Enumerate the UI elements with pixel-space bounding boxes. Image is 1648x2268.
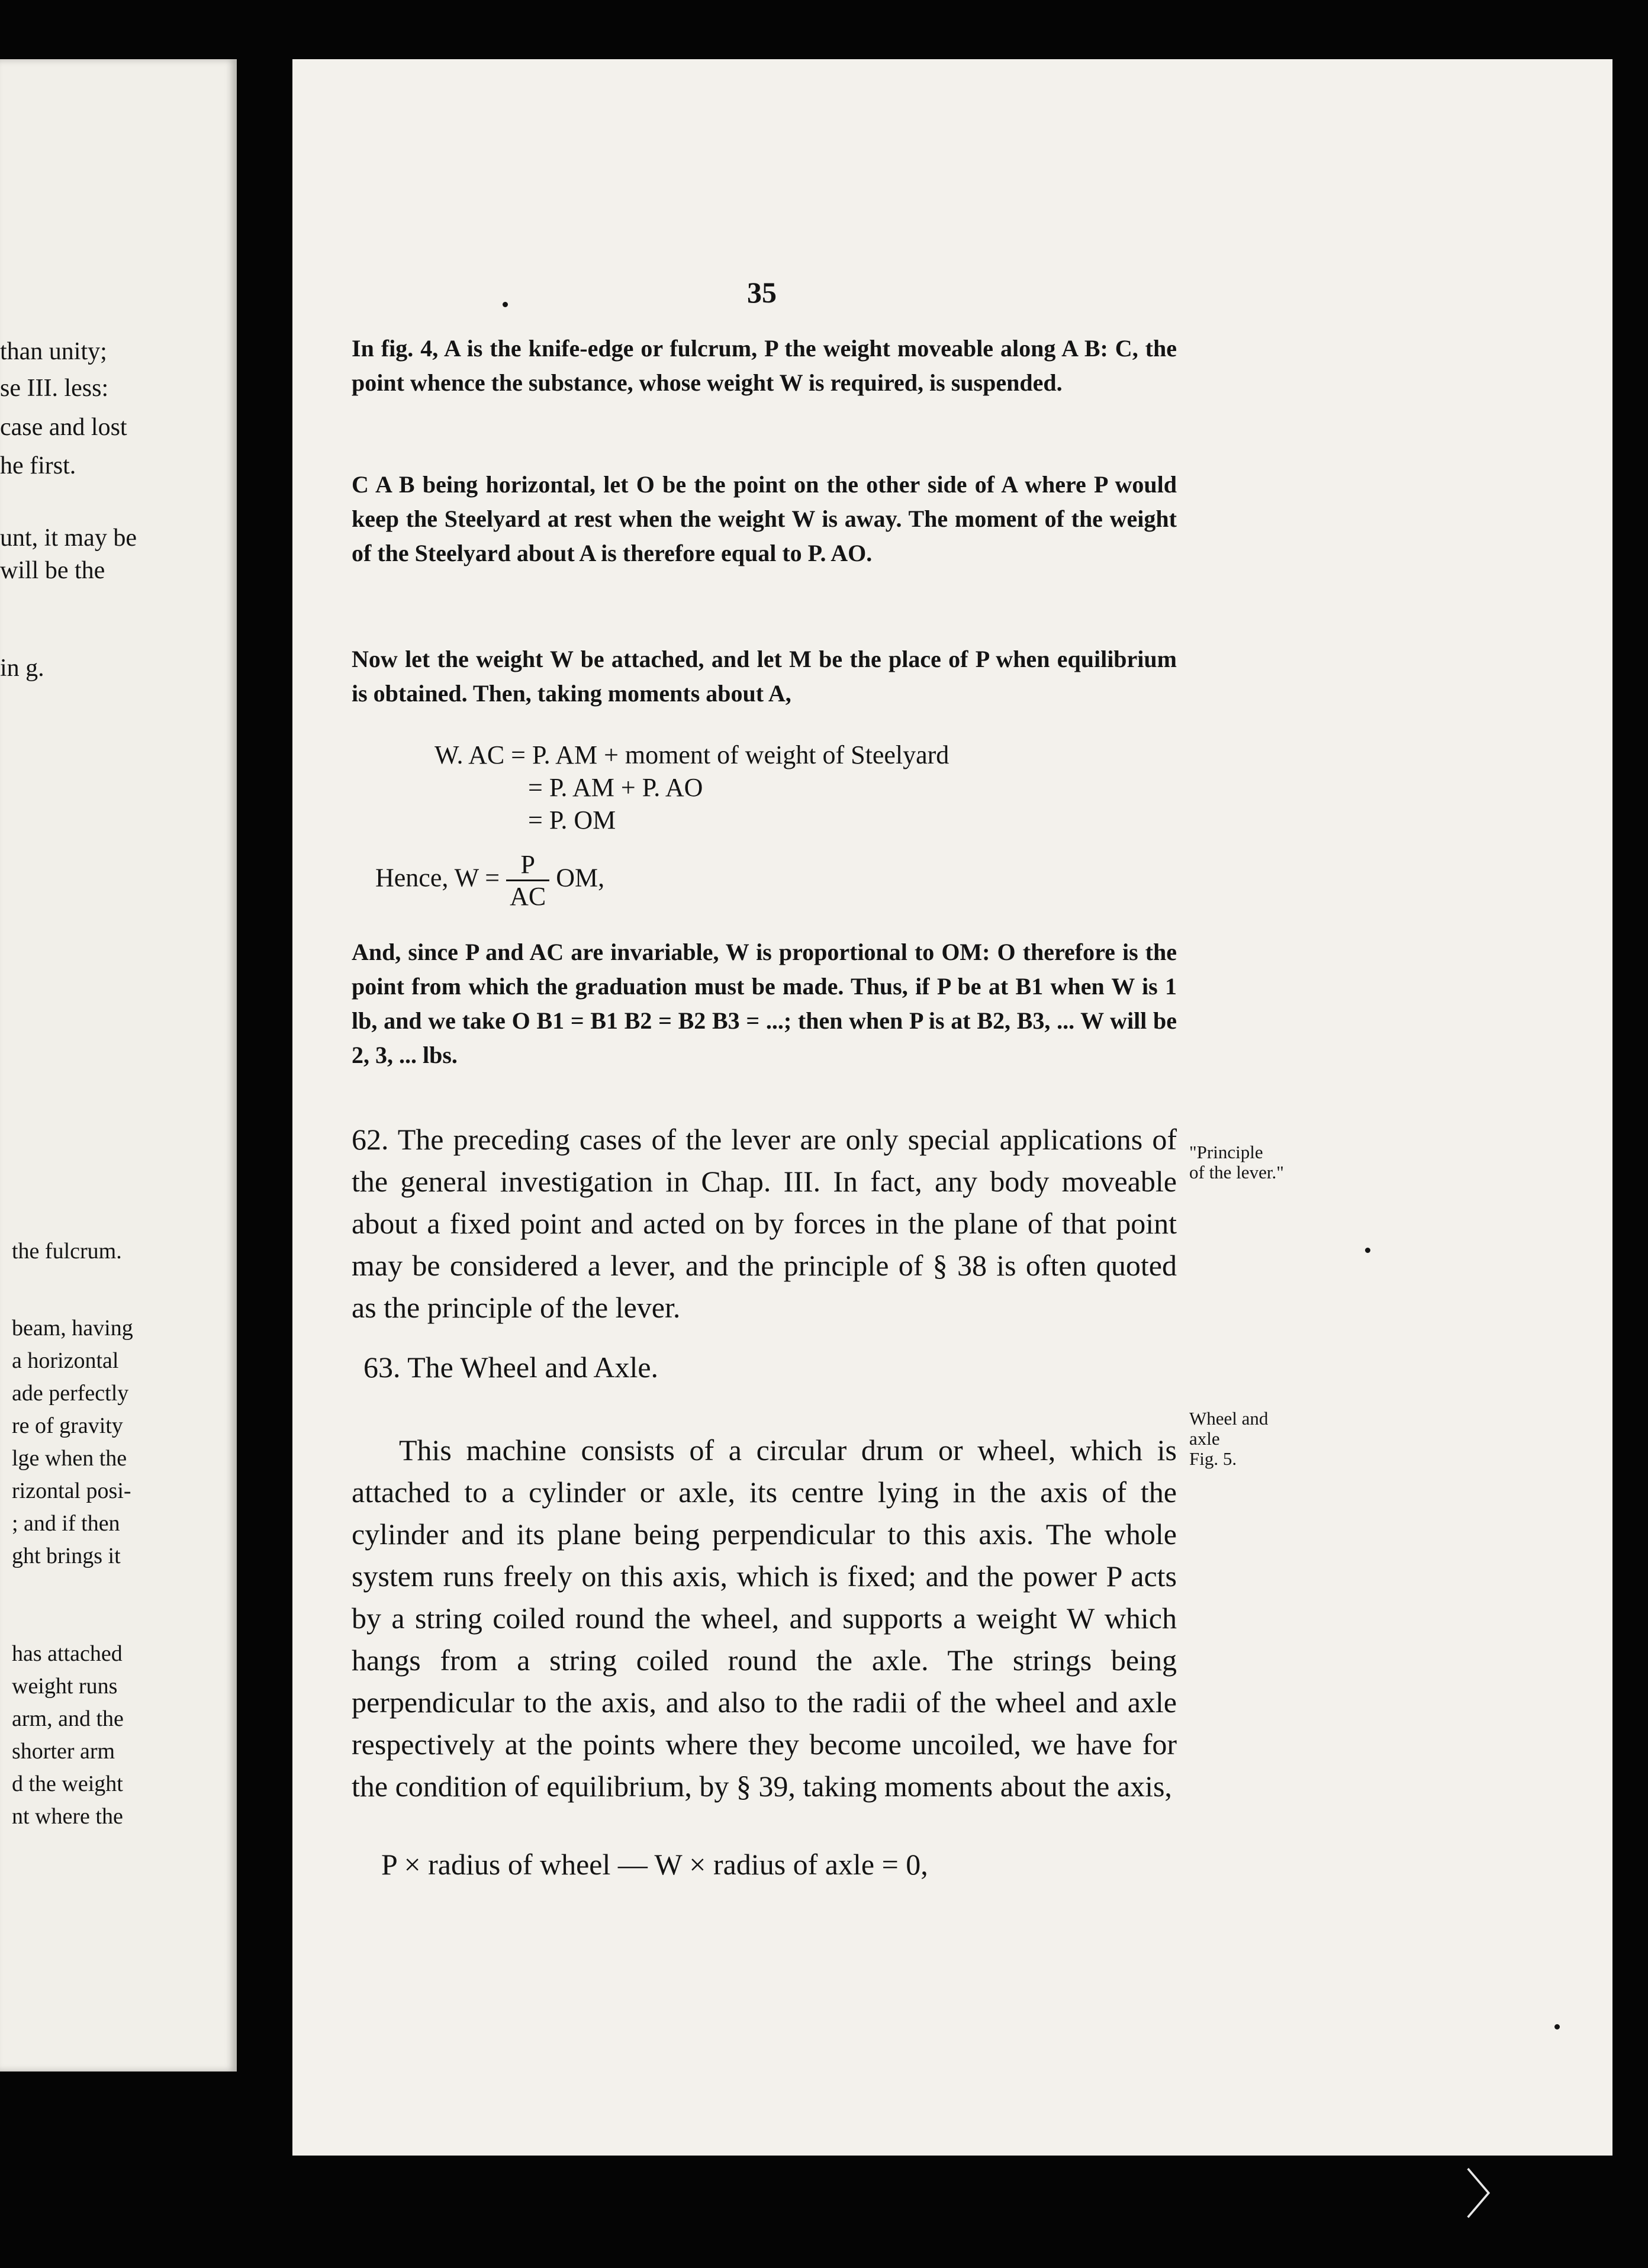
left-page-line: d the weight xyxy=(12,1771,123,1796)
fraction-p-over-ac xyxy=(506,849,549,911)
left-page-line: arm, and the xyxy=(12,1706,124,1731)
margin-note-lever-line-1: "Principle xyxy=(1189,1142,1263,1162)
left-page-line: than unity; xyxy=(0,338,107,365)
left-page-line: will be the xyxy=(0,557,105,584)
ink-speck xyxy=(1365,1248,1370,1253)
left-page-line: case and lost xyxy=(0,414,127,441)
page-number: 35 xyxy=(747,276,777,309)
margin-note-wheel-line-3: Fig. 5. xyxy=(1189,1448,1237,1469)
left-page-fragment xyxy=(0,59,237,2072)
margin-note-wheel-line-2: axle xyxy=(1189,1428,1220,1449)
margin-note-wheel-line-1: Wheel and xyxy=(1189,1408,1269,1429)
equation-hence-prefix: Hence, W = xyxy=(375,863,500,893)
paragraph-63: This machine consists of a circular drum or wheel, which is attached to a cylinder or axle, its centre lying in the axis of the cylinder and its plane being perpendicular to this axis. The whole system runs freely on this axis, which is fixed; and the power P acts by a string coiled round the wheel, and supports a weight W which hangs from a string coiled round the axle. The strings being perpendicular to the axis, and also to the radii of the wheel and axle respectively at the points where they become uncoiled, we have for the condition of equilibrium, by § 39, taking moments about the axis, xyxy=(352,1433,1177,1803)
left-page-line: ade perfectly xyxy=(12,1381,129,1406)
left-page-line: lge when the xyxy=(12,1446,127,1471)
paragraph-steelyard-2: C A B being horizontal, let O be the point on the other side of A where P would keep the Steelyard at rest when the weight W is away. The moment of the weight of the Steelyard about A is therefore equal to P. AO. xyxy=(352,471,1177,566)
paragraph-steelyard-4: And, since P and AC are invariable, W is proportional to OM: O therefore is the point from which the graduation must be made. Thus, if P be at B1 when W is 1 lb, and we take O B1 = B1 B2 = B2 B3 = ...; then when P is at B2, B3, ... W will be 2, 3, ... lbs. xyxy=(352,939,1177,1068)
equation-final: P × radius of wheel — W × radius of axle = 0, xyxy=(381,1848,928,1881)
margin-note-lever-line-2: of the lever." xyxy=(1189,1162,1284,1183)
equation-line-2: = P. AM + P. AO xyxy=(528,773,703,802)
fraction-numerator: P xyxy=(506,849,549,881)
left-page-line: in g. xyxy=(0,655,44,682)
left-page-line: the fulcrum. xyxy=(12,1239,122,1264)
paragraph-steelyard-3: Now let the weight W be attached, and let M be the place of P when equilibrium is obtained. Then, taking moments about A, xyxy=(352,646,1177,707)
equation-hence xyxy=(375,849,604,911)
ink-speck xyxy=(503,302,508,307)
fraction-denominator: AC xyxy=(510,882,546,911)
equation-hence-suffix: OM, xyxy=(556,863,605,893)
scan-edge-mark: 〉 xyxy=(1465,2166,1518,2225)
left-page-line: se III. less: xyxy=(0,375,109,402)
left-page-line: unt, it may be xyxy=(0,524,137,552)
left-page-line: has attached xyxy=(12,1641,123,1666)
left-page-line: ght brings it xyxy=(12,1544,121,1568)
paragraph-steelyard-1: In fig. 4, A is the knife-edge or fulcrum, P the weight moveable along A B: C, the point whence the substance, whose weight W is required, is suspended. xyxy=(352,335,1177,396)
left-page-line: shorter arm xyxy=(12,1739,115,1764)
left-page-line: he first. xyxy=(0,452,76,479)
paragraph-62: 62. The preceding cases of the lever are only special applications of the general investigation in Chap. III. In fact, any body moveable about a fixed point and acted on by forces in the plane of that point may be considered a lever, and the principle of § 38 is often quoted as the principle of the lever. xyxy=(352,1123,1177,1324)
equation-line-3: = P. OM xyxy=(528,806,616,835)
main-page xyxy=(292,59,1612,2156)
left-page-line: a horizontal xyxy=(12,1348,119,1373)
ink-speck xyxy=(1554,2024,1560,2029)
left-page-line: ; and if then xyxy=(12,1511,120,1536)
equation-line-1: W. AC = P. AM + moment of weight of Steelyard xyxy=(434,740,949,769)
left-page-line: nt where the xyxy=(12,1804,123,1829)
section-heading-63: 63. The Wheel and Axle. xyxy=(363,1351,659,1384)
left-page-line: rizontal posi- xyxy=(12,1478,131,1503)
left-page-line: re of gravity xyxy=(12,1413,123,1438)
left-page-line: weight runs xyxy=(12,1674,118,1699)
left-page-line: beam, having xyxy=(12,1316,133,1341)
